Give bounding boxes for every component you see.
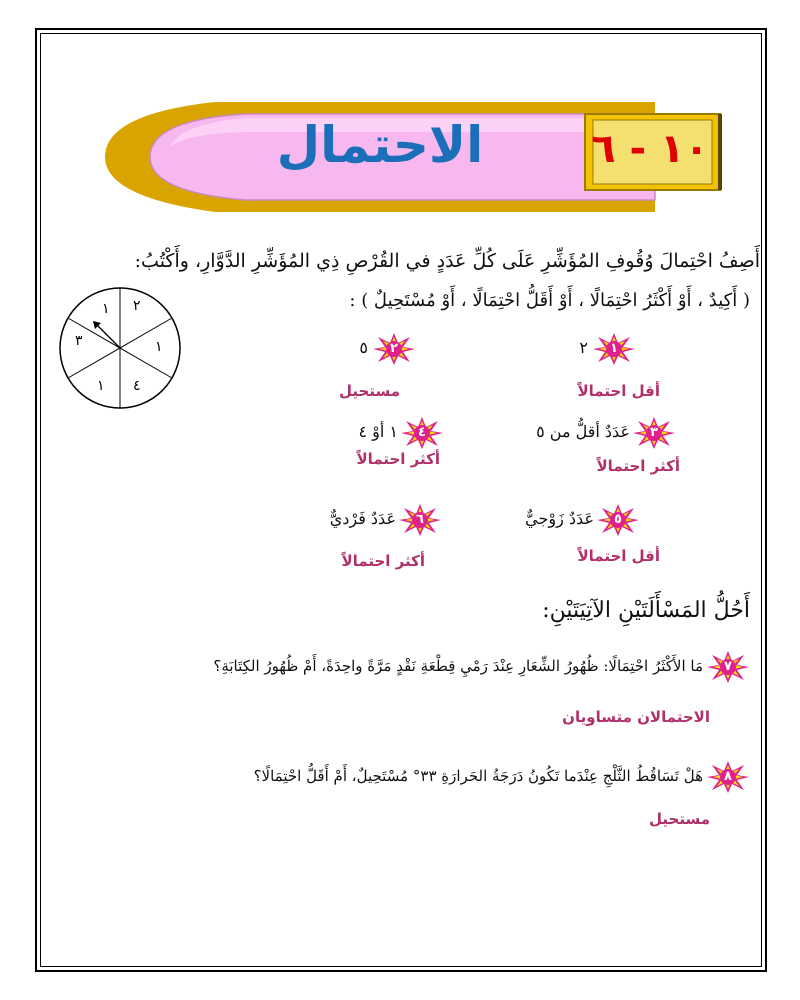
instruction-line-1: أَصِفُ احْتِمالَ وُقُوفِ المُؤَشِّرِ عَلَى كُلِّ عَدَدٍ في القُرْصِ ذِي المُؤَشِّرِ الدَّوَّارِ، وأَكْتُبُ:	[134, 250, 760, 272]
exercise-2-text: ٥	[359, 338, 368, 357]
spinner-label-top-right: ٢	[133, 298, 141, 314]
problem-8-text: هَلْ تَسَاقُطُ الثَّلْجِ عِنْدَما تَكُونُ دَرَجَةُ الحَرارَةِ ٣٣° مُسْتَحِيلٌ، أَمْ أَقَلُّ احْتِمَالًا؟	[253, 767, 703, 785]
exercise-1-text: ٢	[579, 338, 588, 357]
exercise-6-text: عَدَدٌ فَرْديٌّ	[329, 509, 396, 528]
exercise-3-text: عَدَدٌ أقلُّ من ٥	[536, 422, 630, 441]
exercise-number-5: ٥	[596, 503, 640, 537]
exercise-4-text: ١ أوْ ٤	[358, 422, 398, 441]
problem-7-text: مَا الأَكْثَرُ احْتِمَالًا: ظُهُورُ الشِّعَارِ عِنْدَ رَمْيِ قِطْعَةِ نَقْدٍ مَرَّةً واحِدَةً، أَمْ ظُهُورُ الكِتَابَةِ؟	[213, 657, 703, 675]
instruction-line-2: ( أَكِيدٌ ، أَوْ أَكْثَرُ احْتِمَالًا ، أَوْ أَقَلُّ احْتِمَالًا ، أَوْ مُسْتَحِيلٌ ) :	[349, 290, 750, 311]
exercise-6-answer: أكثر احتمالاً	[341, 552, 425, 570]
spinner-label-left: ٣	[75, 333, 83, 349]
exercise-number-6: ٦	[398, 503, 442, 537]
spinner-label-top-left: ١	[102, 301, 110, 317]
exercise-number-3: ٣	[632, 416, 676, 450]
problem-number-8: ٨	[706, 760, 750, 794]
problem-7-answer: الاحتمالان متساويان	[562, 708, 710, 726]
lesson-title: الاحتمال	[276, 116, 484, 174]
exercise-5-answer: أقل احتمالاً	[577, 547, 660, 565]
spinner-label-bottom-right: ٤	[133, 378, 141, 394]
spinner-label-right: ١	[155, 339, 163, 355]
exercise-number-1: ١	[592, 332, 636, 366]
exercise-5-text: عَدَدٌ زَوْجيٌّ	[525, 509, 594, 528]
spinner-wheel	[55, 283, 185, 413]
exercise-3-answer: أكثر احتمالاً	[596, 457, 680, 475]
section-2-heading: أَحُلُّ المَسْأَلَتَيْنِ الآتِيَتَيْنِ:	[542, 598, 750, 623]
exercise-2-answer: مستحيل	[339, 382, 400, 400]
problem-8-answer: مستحيل	[649, 810, 710, 828]
spinner-label-bottom-left: ١	[97, 378, 105, 394]
exercise-4-answer: أكثر احتمالاً	[356, 450, 440, 468]
exercise-number-4: ٤	[400, 416, 444, 450]
lesson-number: ١٠ - ٦	[591, 126, 709, 172]
exercise-number-2: ٢	[372, 332, 416, 366]
problem-number-7: ٧	[706, 650, 750, 684]
exercise-1-answer: أقل احتمالاً	[577, 382, 660, 400]
